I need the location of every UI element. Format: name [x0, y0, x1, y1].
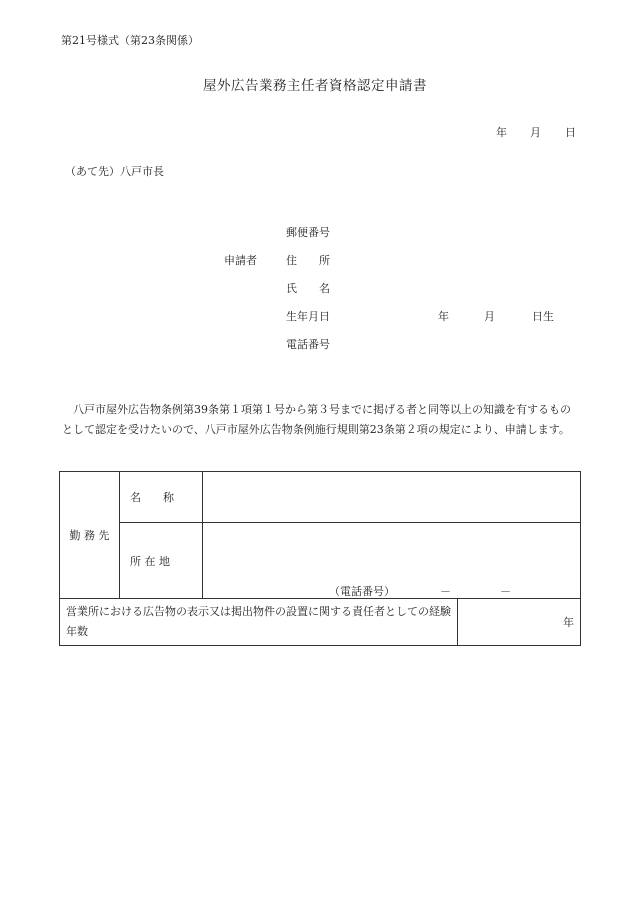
workplace-location-value[interactable]: [203, 523, 581, 599]
workplace-name-label: 名 称: [120, 472, 203, 523]
workplace-table: [59, 471, 581, 646]
workplace-location-label: 所 在 地: [120, 523, 203, 599]
address-label: 住 所: [286, 254, 330, 267]
experience-unit: 年: [563, 616, 574, 629]
date-month: 月: [530, 126, 541, 139]
birth-day: 日生: [532, 310, 554, 323]
date-day: 日: [565, 126, 576, 139]
application-statement: [62, 400, 580, 440]
date-year: 年: [496, 126, 507, 139]
birth-year: 年: [438, 310, 449, 323]
experience-years-value[interactable]: [458, 599, 581, 646]
applicant-label: 申請者: [224, 254, 257, 267]
document-title: 屋外広告業務主任者資格認定申請書: [203, 78, 427, 94]
phone-dash-2: －: [500, 585, 511, 598]
experience-label: 営業所における広告物の表示又は掲出物件の設置に関する責任者としての経験年数: [60, 599, 458, 646]
name-label: 氏 名: [286, 282, 330, 295]
workplace-phone-label: （電話番号）: [329, 585, 395, 598]
phone-dash-1: －: [440, 585, 451, 598]
addressee: （あて先）八戸市長: [65, 165, 164, 178]
phone-label: 電話番号: [286, 338, 330, 351]
application-statement-text: 八戸市屋外広告物条例第39条第１項第１号から第３号までに掲げる者と同等以上の知識を有するものとして認定を受けたいので、八戸市屋外広告物条例施行規則第23条第２項の規定により、申請します。: [62, 403, 571, 436]
workplace-header: 勤 務 先: [60, 472, 120, 599]
workplace-name-value[interactable]: [203, 472, 581, 523]
form-number: 第21号様式（第23条関係）: [61, 34, 199, 47]
postal-code-label: 郵便番号: [286, 226, 330, 239]
birth-date-label: 生年月日: [286, 310, 330, 323]
birth-month: 月: [484, 310, 495, 323]
